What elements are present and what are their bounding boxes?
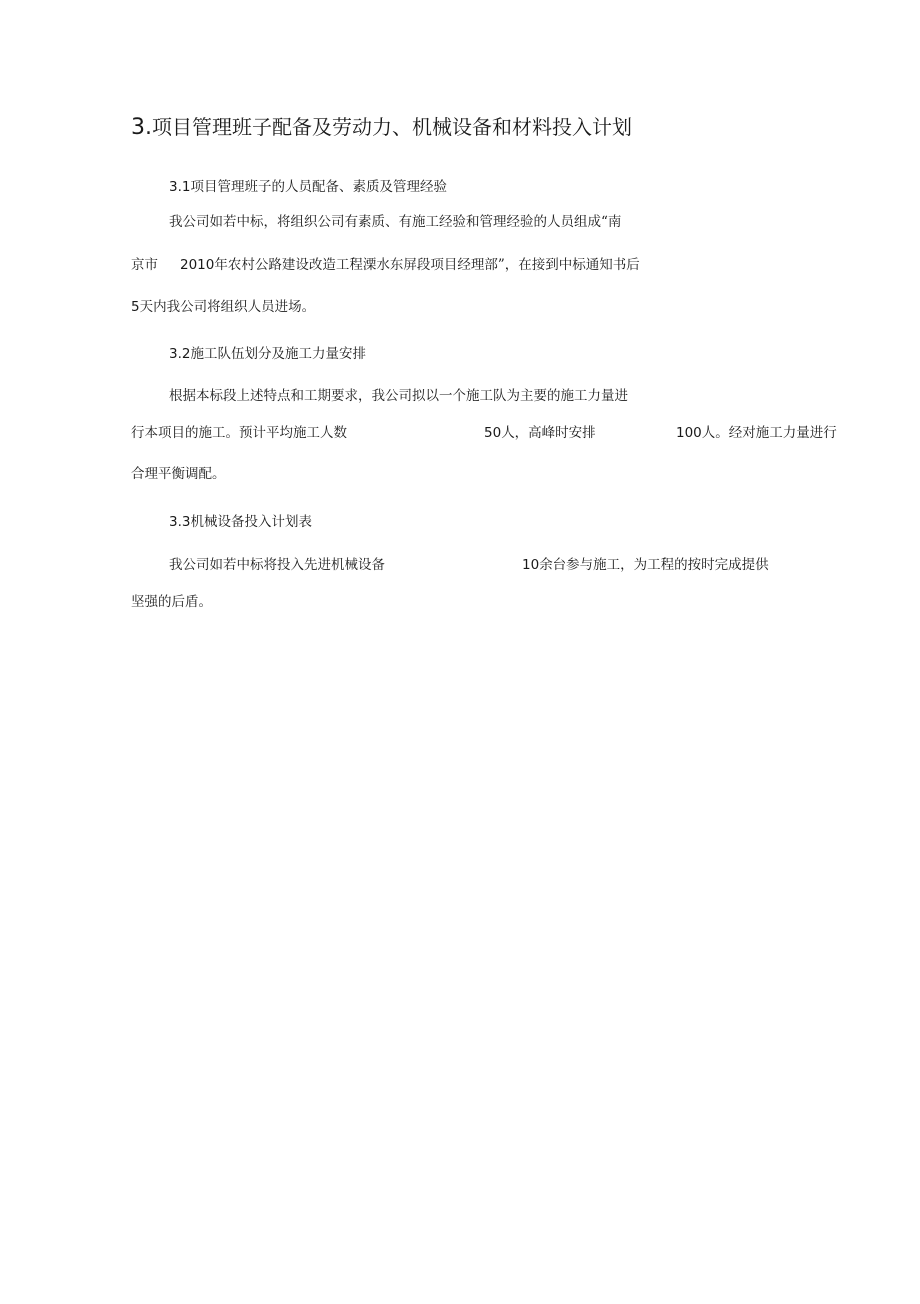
- heading-title: 项目管理班子配备及劳动力、机械设备和材料投入计划: [152, 115, 632, 139]
- paragraph-text: 人，高峰时安排: [501, 425, 596, 441]
- heading-number: 3.: [131, 115, 152, 140]
- subsection-title: 机械设备投入计划表: [190, 514, 312, 530]
- paragraph-text: 我公司如若中标将投入先进机械设备: [169, 557, 385, 573]
- subsection-title: 项目管理班子的人员配备、素质及管理经验: [190, 179, 447, 195]
- paragraph-text: 根据本标段上述特点和工期要求，我公司拟以一个施工队为主要的施工力量进: [169, 388, 628, 404]
- subsection-heading-3-3: [169, 513, 312, 531]
- paragraph-number: 100: [676, 425, 702, 441]
- paragraph-text: 余台参与施工，为工程的按时完成提供: [539, 557, 769, 573]
- paragraph-line: [131, 424, 347, 442]
- paragraph-text: 年农村公路建设改造工程溧水东屏段项目经理部”，在接到中标通知书后: [214, 257, 640, 273]
- paragraph-text: 坚强的后盾。: [131, 594, 212, 610]
- subsection-heading-3-1: [169, 178, 447, 196]
- paragraph-line: [131, 256, 640, 274]
- section-heading: [131, 113, 632, 142]
- subsection-number: 3.1: [169, 179, 191, 195]
- paragraph-line: [522, 556, 769, 574]
- subsection-number: 3.3: [169, 514, 191, 530]
- subsection-number: 3.2: [169, 346, 191, 362]
- paragraph-text: 合理平衡调配。: [131, 466, 226, 482]
- paragraph-number: 5: [131, 299, 140, 315]
- paragraph-line: [131, 298, 315, 316]
- paragraph-text: 人。经对施工力量进行: [701, 425, 837, 441]
- paragraph-line: [169, 556, 385, 574]
- paragraph-number: 2010: [180, 257, 215, 273]
- paragraph-line: [169, 213, 621, 231]
- paragraph-text: 天内我公司将组织人员进场。: [139, 299, 316, 315]
- paragraph-text: 我公司如若中标，将组织公司有素质、有施工经验和管理经验的人员组成“南: [169, 214, 622, 230]
- paragraph-line: [131, 465, 226, 483]
- paragraph-text: 行本项目的施工。预计平均施工人数: [131, 425, 347, 441]
- paragraph-number: 10: [522, 557, 540, 573]
- paragraph-line: [484, 424, 596, 442]
- paragraph-line: [169, 387, 628, 405]
- subsection-title: 施工队伍划分及施工力量安排: [190, 346, 366, 362]
- paragraph-text: 京市: [131, 257, 158, 273]
- paragraph-line: [676, 424, 837, 442]
- paragraph-line: [131, 593, 212, 611]
- paragraph-number: 50: [484, 425, 502, 441]
- subsection-heading-3-2: [169, 345, 366, 363]
